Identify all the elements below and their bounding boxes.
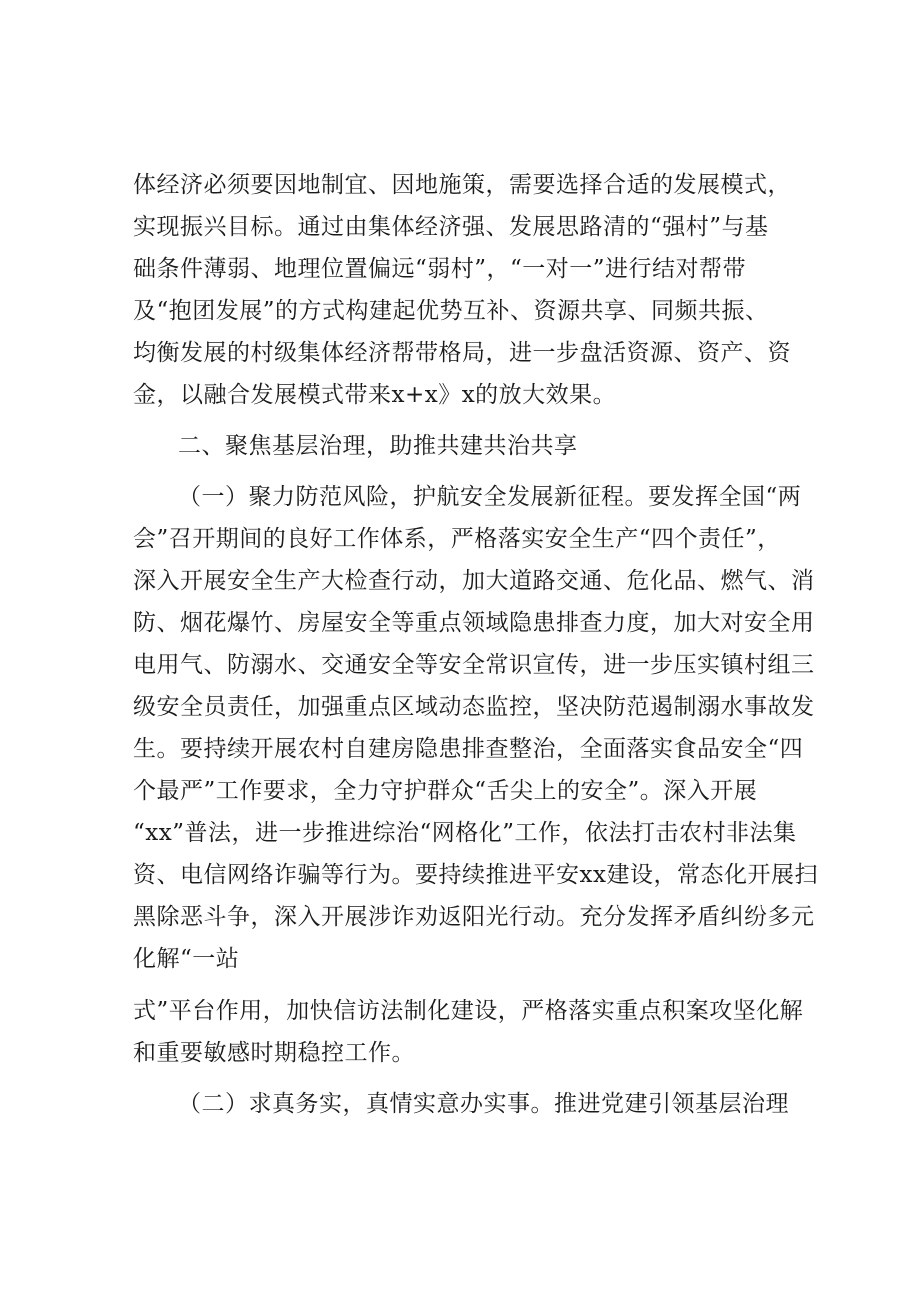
paragraph-line: 金，以融合发展模式带来x+x》x的放大效果。 — [133, 382, 617, 408]
paragraph-line: “xx”普法，进一步推进综治“网格化”工作，依法打击农村非法集 — [133, 820, 797, 846]
paragraph-line: 化解“一站 — [133, 946, 240, 972]
paragraph-line: 电用气、防溺水、交通安全等安全常识宣传，进一步压实镇村组三 — [133, 652, 815, 678]
paragraph-line: 和重要敏感时期稳控工作。 — [133, 1040, 415, 1066]
paragraph-line: 黑除恶斗争，深入开展涉诈劝返阳光行动。充分发挥矛盾纠纷多元 — [133, 904, 815, 930]
paragraph-line: 实现振兴目标。通过由集体经济强、发展思路清的“强村”与基 — [133, 214, 769, 240]
paragraph-line: 级安全员责任，加强重点区域动态监控，坚决防范遏制溺水事故发 — [133, 694, 815, 720]
paragraph-line: 体经济必须要因地制宜、因地施策，需要选择合适的发展模式， — [133, 172, 791, 198]
paragraph-line: 式”平台作用，加快信访法制化建设，严格落实重点积案攻坚化解 — [133, 998, 804, 1024]
paragraph-line: 个最严”工作要求，全力守护群众“舌尖上的安全”。深入开展 — [133, 778, 758, 804]
paragraph-line: 及“抱团发展”的方式构建起优势互补、资源共享、同频共振、 — [133, 298, 769, 324]
paragraph-line: 均衡发展的村级集体经济帮带格局，进一步盘活资源、资产、资 — [133, 340, 791, 366]
paragraph-line: 深入开展安全生产大检查行动，加大道路交通、危化品、燃气、消 — [133, 568, 815, 594]
paragraph-line: 防、烟花爆竹、房屋安全等重点领域隐患排查力度，加大对安全用 — [133, 610, 815, 636]
paragraph-line: （一）聚力防范风险，护航安全发展新征程。要发挥全国“两 — [178, 484, 802, 510]
paragraph-line: 生。要持续开展农村自建房隐患排查整治，全面落实食品安全“四 — [133, 736, 804, 762]
paragraph-line: 资、电信网络诈骗等行为。要持续推进平安xx建设，常态化开展扫 — [133, 862, 818, 888]
paragraph-line: 础条件薄弱、地理位置偏远“弱村”，“一对一”进行结对帮带 — [133, 256, 747, 282]
paragraph-line: 会”召开期间的良好工作体系，严格落实安全生产“四个责任”， — [133, 526, 781, 552]
subsection-heading: （二）求真务实，真情实意办实事。推进党建引领基层治理 — [178, 1091, 789, 1117]
section-heading: 二、聚焦基层治理，助推共建共治共享 — [178, 433, 578, 459]
